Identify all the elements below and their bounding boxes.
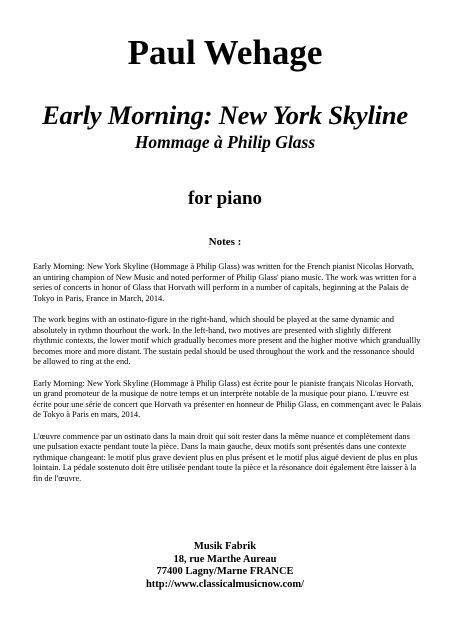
notes-paragraph-english-1: Early Morning: New York Skyline (Hommage à Philip Glass) was written for the French pianist Nicolas Horvath, an untiring champion of New Music and noted performer of Philip Glass' piano music. The work was written for a series of concerts in honor of Glass that Horvath will perform in a number of capitals, beginning at the Palais de Tokyo in Paris, France in March, 2014. (33, 262, 417, 303)
publisher-block (0, 541, 450, 591)
notes-paragraph-french-2: L'œuvre commence par un ostinato dans la main droit qui soit rester dans la même nuance et complètement dans une pulsation exacte pendant toute la pièce. Dans la main gauche, deux motifs sont présentés dans une contexte rythmique changeant: le motif plus grave devient plus en plus présent et le motif plus aiguë devient de plus en plus lointain. La pédale sostenuto doit être utilisée pendant toute la pièce et la résonance doit également être laisser à la fin de l'œuvre. (33, 431, 418, 483)
program-notes (33, 262, 423, 495)
notes-paragraph-french-1: Early Morning: New York Skyline (Hommage à Philip Glass) est écrite pour le pianiste français Nicolas Horvath, un grand promoteur de la musique de notre temps et un interprète notable de la musique pour piano. L'œuvre est écrite pour une série de concert que Horvath va présenter en honneur de Philip Glass, en commençant avec le Palais de Tokyo à Paris en mars, 2014. (33, 378, 422, 420)
publisher-street: 18, rue Marthe Aureau (173, 553, 277, 565)
notes-heading: Notes : (208, 236, 242, 248)
publisher-city: 77400 Lagny/Marne FRANCE (156, 566, 294, 578)
notes-paragraph-english-2: The work begins with an ostinato-figure in the right-hand, which should be played at the same dynamic and absolutely in rythmn thourhout the work. In the left-hand, two motives are presented with slightly different rhythmic contexts, the lower motif which gradually becomes more present and the higher motive which granduallly becomes more and more distant. The sustain pedal should be used throughout the work and the ressonance should be allowed to ring at the end. (33, 314, 421, 367)
publisher-name: Musik Fabrik (193, 541, 257, 552)
work-subtitle: Hommage à Philip Glass (134, 132, 316, 152)
publisher-url[interactable]: http://www.classicalmusicnow.com/ (145, 578, 305, 590)
composer-name: Paul Wehage (127, 33, 323, 72)
instrumentation: for piano (187, 188, 263, 209)
work-title: Early Morning: New York Skyline (42, 100, 408, 130)
